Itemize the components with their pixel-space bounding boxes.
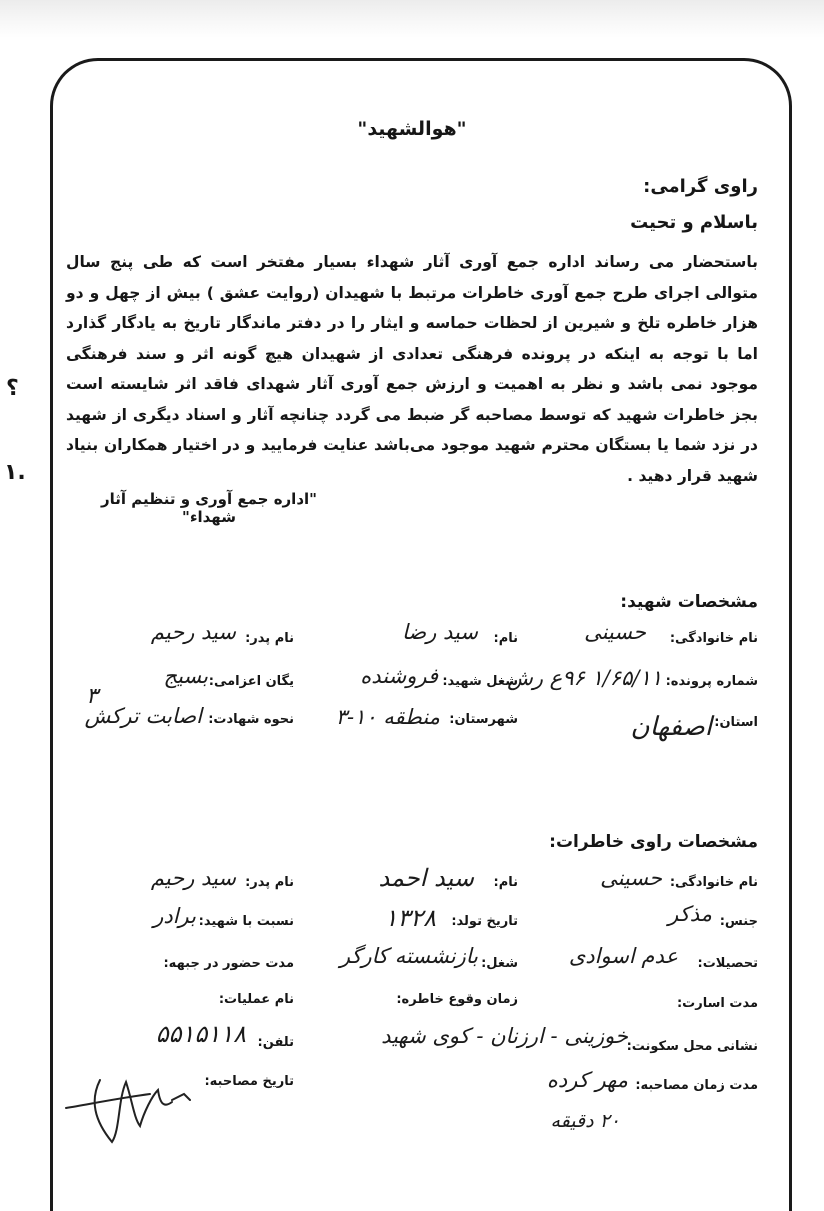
narrator-memory-time-label: زمان وقوع خاطره:: [396, 992, 518, 1007]
narrator-relation-value: برادر: [153, 904, 196, 928]
letter-greeting: باسلام و تحیت: [630, 212, 758, 233]
narrator-birth-date-value: ۱۳۲۸: [384, 904, 436, 932]
narrator-surname-value: حسینی: [600, 866, 662, 890]
narrator-address-value: خوزینی - ارزنان - کوی شهید: [381, 1024, 628, 1048]
narrator-father-value: سید رحیم: [150, 866, 236, 890]
martyr-occupation-value: فروشنده: [360, 664, 438, 688]
narrator-phone-label: تلفن:: [257, 1035, 294, 1050]
narrator-section-title: مشخصات راوی خاطرات:: [549, 832, 758, 852]
martyr-name-value: سید رضا: [401, 620, 478, 644]
martyr-file-number-value: ۱/۶۵/۱۱ ۹۶ع رش: [507, 666, 662, 690]
narrator-phone-value: ۵۵۱۵۱۱۸: [155, 1020, 246, 1048]
narrator-front-duration-label: مدت حضور در جبهه:: [163, 956, 294, 971]
narrator-education-label: تحصیلات:: [697, 956, 758, 971]
martyr-father-label: نام پدر:: [245, 631, 294, 646]
narrator-father-label: نام پدر:: [245, 875, 294, 890]
letter-signature: "اداره جمع آوری و تنظیم آثار شهداء": [101, 490, 317, 526]
martyr-city-value: منطقه ۱۰-۳: [335, 705, 440, 729]
letter-body: باستحضار می رساند اداره جمع آوری آثار شهداء بسیار مفتخر است که طی پنج سال متوالی اجرای طرح جمع آوری خاطرات مرتبط با شهیدان (روایت عشق ) بیش از چهل و دو هزار خاطره تلخ و شیرین از لحظات حماسه و ایثار را در دفتر ماندگار تاریخ به یادگار گذارد اما با توجه به اینکه در پرونده فرهنگی تعدادی از شهیدان هیچ گونه اثر و سند فرهنگی موجود نمی باشد و نظر به اهمیت و ارزش جمع آوری آثار شهدای فاقد اثر شایسته است بجز خاطرات شهید که توسط مصاحبه گر ضبط می گردد چنانچه آثار و اسناد دیگری از شهید در نزد شما یا بستگان محترم شهید موجود می‌باشد عنایت فرمایید و در اختیار همکاران بنیاد شهید قرار دهید .: [66, 253, 758, 485]
narrator-surname-label: نام خانوادگی:: [669, 875, 758, 890]
martyr-unit-number: ۳: [86, 684, 98, 709]
narrator-address-label: نشانی محل سکونت:: [626, 1039, 758, 1054]
margin-mark: ۱.: [4, 460, 26, 485]
narrator-interview-duration-value: مهر کرده: [546, 1068, 628, 1092]
narrator-occupation-label: شغل:: [481, 956, 518, 971]
scan-edge: [0, 0, 824, 38]
handwritten-signature: [60, 1060, 210, 1150]
martyr-surname-value: حسینی: [584, 620, 646, 644]
narrator-gender-label: جنس:: [719, 914, 758, 929]
margin-mark: ؟: [6, 376, 19, 401]
narrator-birth-date-label: تاریخ تولد:: [451, 914, 518, 929]
martyr-martyrdom-type-value: اصابت ترکش: [84, 704, 202, 728]
martyr-unit-label: یگان اعزامی:: [208, 674, 294, 689]
martyr-father-value: سید رحیم: [150, 620, 236, 644]
narrator-education-value: عدم اسوادی: [568, 944, 678, 968]
martyr-surname-label: نام خانوادگی:: [669, 631, 758, 646]
narrator-occupation-value: بازنشسته کارگر: [339, 944, 478, 968]
narrator-name-value: سید احمد: [378, 864, 474, 892]
letter-recipient: راوی گرامی:: [643, 176, 758, 197]
narrator-operation-label: نام عملیات:: [218, 992, 294, 1007]
martyr-province-value: اصفهان: [630, 712, 712, 742]
martyr-city-label: شهرستان:: [449, 712, 518, 727]
martyr-occupation-label: شغل شهید:: [442, 674, 518, 689]
martyr-file-number-label: شماره پرونده:: [665, 674, 758, 689]
martyr-martyrdom-type-label: نحوه شهادت:: [208, 712, 294, 727]
narrator-interview-duration-label: مدت زمان مصاحبه:: [635, 1078, 758, 1093]
narrator-interview-minutes: ۲۰ دقیقه: [550, 1110, 620, 1132]
narrator-name-label: نام:: [493, 875, 518, 890]
martyr-name-label: نام:: [493, 631, 518, 646]
narrator-gender-value: مذکر: [668, 902, 712, 926]
narrator-interview-date-label: تاریخ مصاحبه:: [204, 1074, 294, 1089]
martyr-section-title: مشخصات شهید:: [620, 592, 758, 612]
narrator-captivity-label: مدت اسارت:: [676, 996, 758, 1011]
martyr-unit-value: بسیج: [163, 664, 208, 688]
martyr-province-label: استان:: [714, 715, 758, 730]
narrator-relation-label: نسبت با شهید:: [198, 914, 294, 929]
page-title: "هوالشهید": [357, 118, 467, 140]
